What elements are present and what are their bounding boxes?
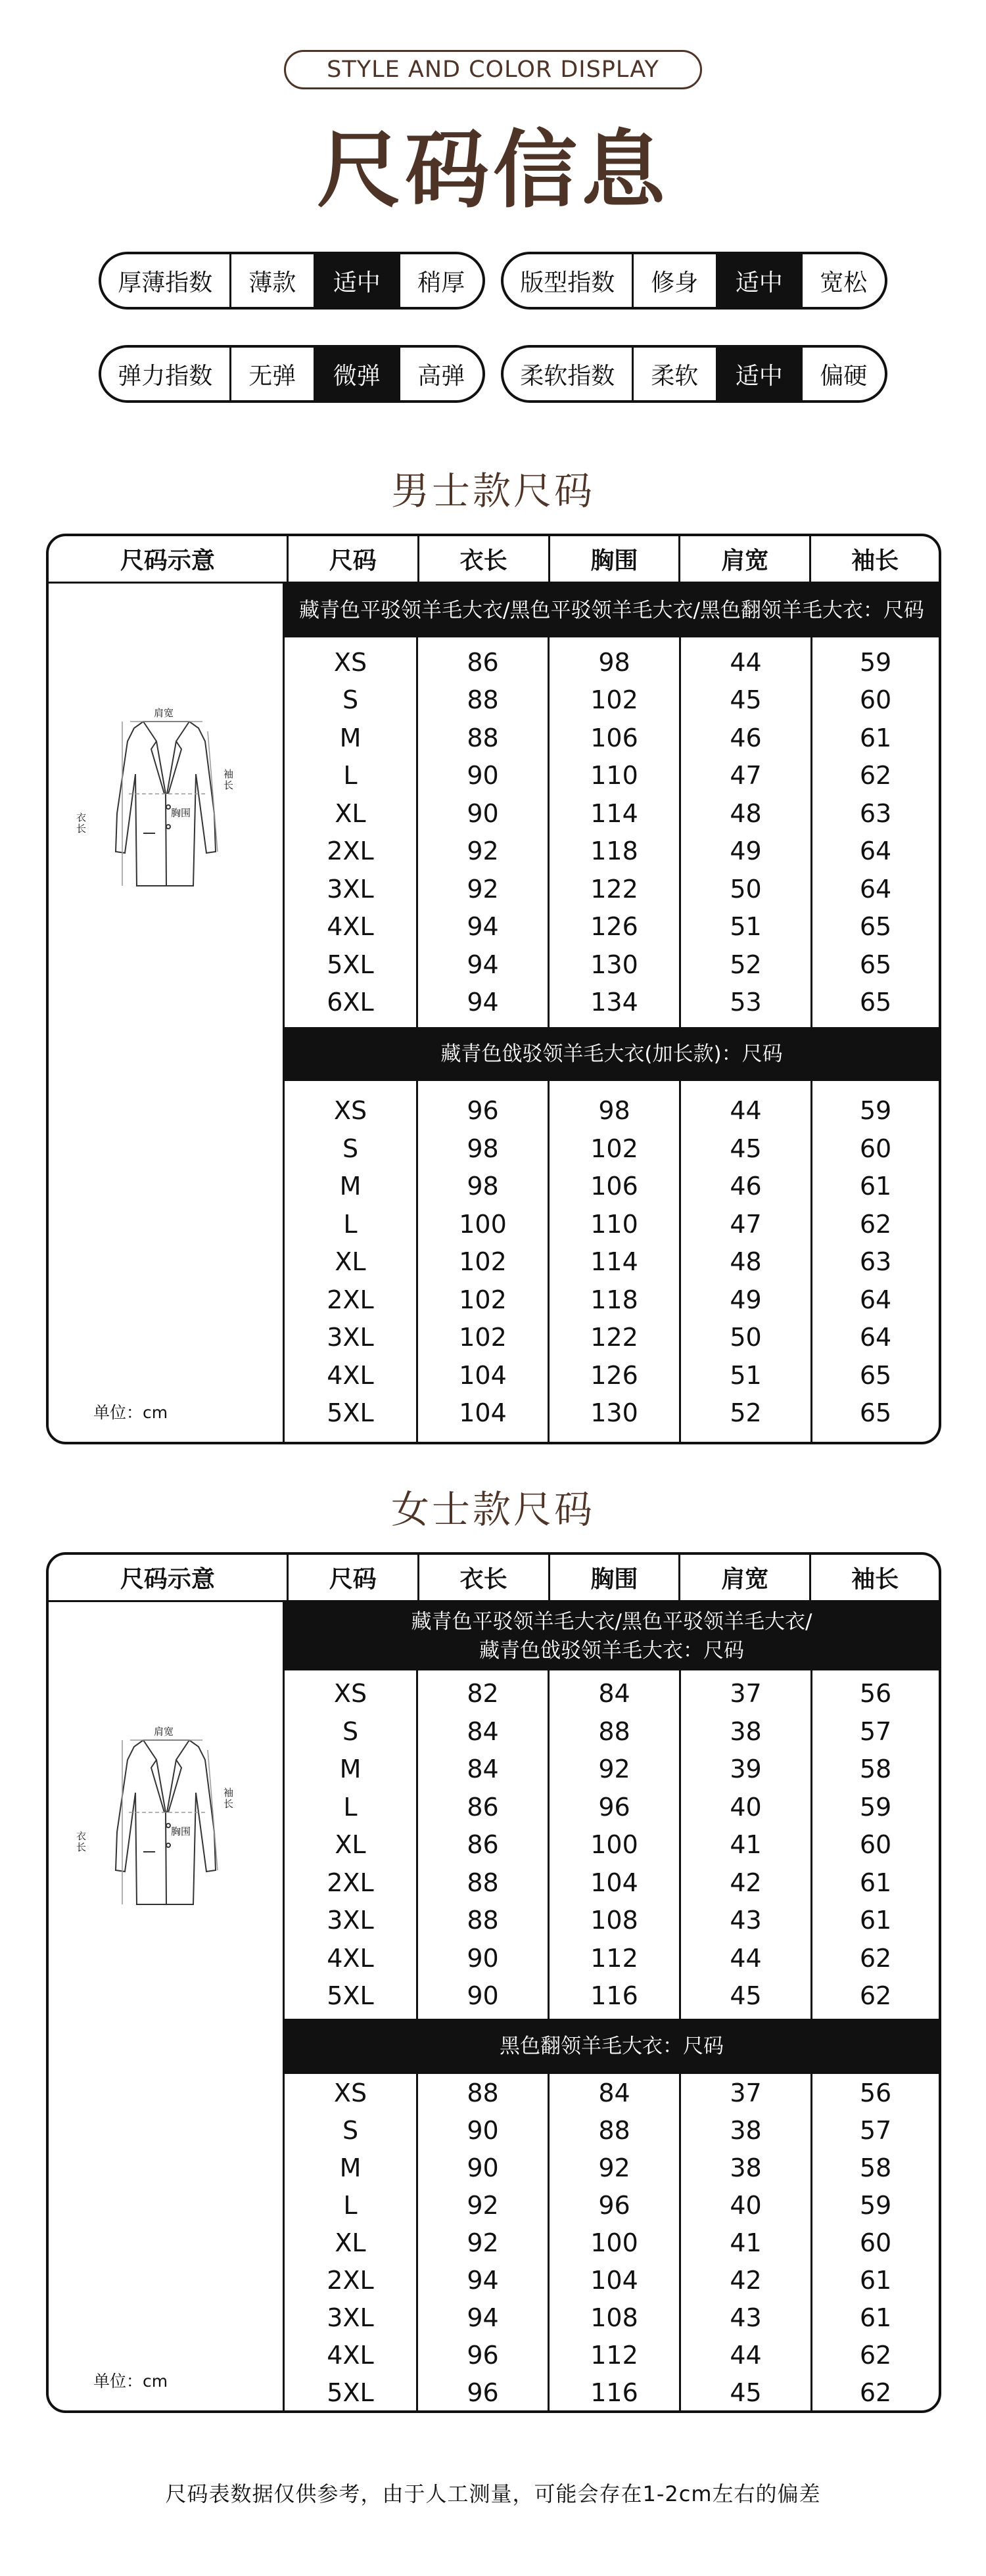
table-cell: 43 (730, 2303, 762, 2332)
table-cell: 6XL (327, 988, 374, 1017)
table-cell: 96 (598, 1792, 630, 1822)
table-cell: 102 (590, 685, 638, 715)
table-cell: 4XL (327, 2340, 374, 2370)
coat-diagram (83, 1714, 254, 1924)
coat-diagram (83, 695, 254, 906)
table-cell: XS (333, 647, 367, 677)
table-cell: 116 (590, 2378, 638, 2407)
softness-index (501, 345, 887, 403)
table-cell: 92 (467, 2190, 499, 2220)
table-cell: S (342, 1716, 359, 1746)
shoulder-column (679, 1081, 810, 1442)
softness-index-option: 柔软 (632, 348, 716, 400)
table-cell: 61 (859, 2303, 892, 2332)
table-cell: XS (333, 1679, 367, 1708)
group-banner-text: 藏青色平驳领羊毛大衣/黑色平驳领羊毛大衣/黑色翻领羊毛大衣：尺码 (299, 599, 924, 622)
diagram-label-sleeve: 袖长 (223, 768, 234, 791)
footnote: 尺码表数据仅供参考，由于人工测量，可能会存在1-2cm左右的偏差 (165, 2481, 821, 2506)
table-cell: 48 (730, 798, 762, 828)
size-diagram-column (49, 584, 285, 1442)
table-cell: 45 (730, 685, 762, 715)
table-cell: 3XL (327, 1906, 374, 1935)
table-cell: 3XL (327, 1323, 374, 1352)
group-banner (285, 1602, 939, 1670)
table-cell: 61 (859, 1868, 892, 1897)
table-cell: 57 (859, 2115, 892, 2145)
table-cell: 88 (598, 1716, 630, 1746)
table-cell: 98 (467, 1172, 499, 1201)
size-column (285, 637, 416, 1027)
size-rows (285, 1081, 939, 1442)
table-cell: XL (335, 2228, 366, 2257)
table-cell: 38 (730, 2115, 762, 2145)
table-cell: 82 (467, 1679, 499, 1708)
table-cell: 94 (467, 2303, 499, 2332)
table-cell: L (343, 1792, 358, 1822)
table-cell: 64 (859, 874, 892, 904)
header-sleeve: 袖长 (809, 536, 939, 582)
table-cell: 62 (859, 2378, 892, 2407)
softness-index-option: 偏硬 (801, 348, 885, 400)
thickness-index-label: 厚薄指数 (118, 269, 213, 296)
table-cell: 65 (859, 988, 892, 1017)
table-cell: 38 (730, 2153, 762, 2182)
table-cell: 46 (730, 723, 762, 752)
header-diagram: 尺码示意 (120, 1566, 215, 1593)
table-cell: 114 (590, 1247, 638, 1276)
header-chest: 胸围 (548, 536, 679, 582)
table-cell: 116 (590, 1981, 638, 2010)
table-cell: 37 (730, 1679, 762, 1708)
table-cell: 41 (730, 1830, 762, 1859)
header-size: 尺码 (287, 1555, 417, 1600)
table-cell: M (339, 723, 362, 752)
table-cell: M (339, 1172, 362, 1201)
elasticity-index (99, 345, 485, 403)
table-cell: 65 (859, 1398, 892, 1427)
table-cell: 5XL (327, 1981, 374, 2010)
table-cell: XL (335, 798, 366, 828)
size-rows (285, 2074, 939, 2411)
table-cell: 130 (590, 1398, 638, 1427)
chest-column (548, 2074, 679, 2411)
length-column (416, 637, 548, 1027)
table-cell: 104 (590, 2265, 638, 2295)
diagram-label-sleeve: 袖长 (223, 1787, 234, 1810)
group-banner (285, 2019, 939, 2074)
thickness-index-option: 薄款 (229, 254, 314, 307)
table-cell: 49 (730, 837, 762, 866)
diagram-label-chest: 胸围 (171, 1826, 191, 1837)
group-banner (285, 1027, 939, 1081)
table-cell: L (343, 761, 358, 791)
table-cell: 64 (859, 1323, 892, 1352)
table-cell: 122 (590, 874, 638, 904)
sleeve-column (810, 637, 939, 1027)
thickness-index (99, 252, 485, 310)
table-cell: 59 (859, 1792, 892, 1822)
table-cell: 94 (467, 2265, 499, 2295)
group-banner-line: 藏青色平驳领羊毛大衣/黑色平驳领羊毛大衣/ (411, 1610, 812, 1634)
table-cell: 51 (730, 912, 762, 942)
softness-index-option: 适中 (716, 348, 801, 400)
table-cell: 56 (859, 1679, 892, 1708)
table-cell: 86 (467, 647, 499, 677)
diagram-label-length: 衣长 (76, 1830, 87, 1853)
table-cell: 39 (730, 1755, 762, 1783)
table-cell: 88 (467, 1906, 499, 1935)
table-cell: M (339, 2153, 362, 2182)
sleeve-column (810, 1081, 939, 1442)
table-cell: 96 (467, 2340, 499, 2370)
table-cell: 62 (859, 1209, 892, 1239)
elasticity-index-option: 微弹 (314, 348, 398, 400)
shoulder-column (679, 637, 810, 1027)
women-section-title: 女士款尺码 (390, 1487, 595, 1532)
group-banner-line: 藏青色戗驳领羊毛大衣：尺码 (479, 1639, 744, 1663)
header-shoulder: 肩宽 (678, 536, 809, 582)
table-cell: 84 (467, 1755, 499, 1783)
table-cell: 42 (730, 2265, 762, 2295)
table-cell: 42 (730, 1868, 762, 1897)
elasticity-index-label: 弹力指数 (118, 362, 213, 390)
table-cell: 112 (590, 2340, 638, 2370)
header-size: 尺码 (287, 536, 417, 582)
table-cell: 63 (859, 1247, 892, 1276)
table-cell: 49 (730, 1285, 762, 1314)
table-cell: 5XL (327, 1398, 374, 1427)
table-cell: 51 (730, 1360, 762, 1390)
table-cell: M (339, 1755, 362, 1783)
men-size-table (46, 534, 941, 1444)
table-cell: 37 (730, 2078, 762, 2107)
women-data-column (285, 1602, 939, 2411)
table-cell: 102 (459, 1323, 507, 1352)
table-cell: 4XL (327, 1943, 374, 1973)
table-cell: 100 (459, 1209, 507, 1239)
table-cell: 59 (859, 2190, 892, 2220)
header-length: 衣长 (417, 536, 548, 582)
men-data-column (285, 584, 939, 1442)
table-cell: L (343, 1209, 358, 1239)
table-cell: S (342, 2115, 359, 2145)
table-cell: 60 (859, 1830, 892, 1859)
table-cell: 4XL (327, 1360, 374, 1390)
table-cell: 45 (730, 2378, 762, 2407)
table-cell: 60 (859, 1134, 892, 1163)
table-cell: 56 (859, 2078, 892, 2107)
table-cell: 130 (590, 950, 638, 979)
table-cell: 90 (467, 2153, 499, 2182)
sleeve-column (810, 2074, 939, 2411)
table-cell: 47 (730, 761, 762, 791)
table-cell: 100 (590, 1830, 638, 1859)
table-cell: 44 (730, 1096, 762, 1125)
men-section-title: 男士款尺码 (390, 469, 595, 513)
size-rows (285, 1670, 939, 2019)
table-cell: 84 (467, 1716, 499, 1746)
table-cell: 98 (467, 1134, 499, 1163)
table-cell: 118 (590, 837, 638, 866)
group-banner-text: 黑色翻领羊毛大衣：尺码 (500, 2035, 724, 2058)
size-column (285, 2074, 416, 2411)
table-cell: 98 (598, 647, 630, 677)
table-cell: 96 (598, 2190, 630, 2220)
chest-column (548, 637, 679, 1027)
table-cell: 84 (598, 1679, 630, 1708)
table-cell: 102 (459, 1285, 507, 1314)
table-cell: 134 (590, 988, 638, 1017)
softness-index-label: 柔软指数 (520, 362, 615, 390)
table-cell: 88 (467, 1868, 499, 1897)
sleeve-column (810, 1670, 939, 2019)
table-cell: 62 (859, 761, 892, 791)
table-cell: 61 (859, 723, 892, 752)
table-cell: 45 (730, 1134, 762, 1163)
table-cell: 62 (859, 2340, 892, 2370)
table-cell: 50 (730, 874, 762, 904)
table-cell: 65 (859, 912, 892, 942)
elasticity-index-option: 高弹 (398, 348, 483, 400)
table-cell: 102 (590, 1134, 638, 1163)
group-banner (285, 584, 939, 637)
table-cell: 59 (859, 1096, 892, 1125)
table-cell: 52 (730, 950, 762, 979)
unit-label: 单位：cm (93, 2372, 168, 2391)
table-cell: 110 (590, 761, 638, 791)
size-column (285, 1670, 416, 2019)
table-cell: 88 (467, 2078, 499, 2107)
shoulder-column (679, 2074, 810, 2411)
table-cell: 88 (467, 723, 499, 752)
table-cell: 52 (730, 1398, 762, 1427)
table-cell: 92 (467, 837, 499, 866)
table-cell: 4XL (327, 912, 374, 942)
table-cell: XL (335, 1247, 366, 1276)
table-cell: 84 (598, 2078, 630, 2107)
table-cell: 2XL (327, 837, 374, 866)
table-cell: XS (333, 2078, 367, 2107)
table-cell: L (343, 2190, 358, 2220)
table-cell: 86 (467, 1792, 499, 1822)
thickness-index-option: 稍厚 (398, 254, 483, 307)
table-cell: 94 (467, 988, 499, 1017)
table-cell: 90 (467, 2115, 499, 2145)
table-cell: 41 (730, 2228, 762, 2257)
table-header (49, 536, 939, 584)
elasticity-index-option: 无弹 (229, 348, 314, 400)
shoulder-column (679, 1670, 810, 2019)
chest-column (548, 1670, 679, 2019)
table-cell: 60 (859, 685, 892, 715)
page-title: 尺码信息 (316, 122, 669, 219)
table-cell: 44 (730, 1943, 762, 1973)
table-cell: S (342, 685, 359, 715)
table-cell: 94 (467, 950, 499, 979)
table-cell: 47 (730, 1209, 762, 1239)
table-cell: 44 (730, 647, 762, 677)
women-size-table (46, 1552, 941, 2413)
table-cell: 58 (859, 2153, 892, 2182)
length-column (416, 1670, 548, 2019)
table-cell: 90 (467, 761, 499, 791)
table-cell: 92 (598, 1755, 630, 1783)
table-cell: 110 (590, 1209, 638, 1239)
table-cell: 40 (730, 1792, 762, 1822)
size-diagram-column (49, 1602, 285, 2411)
table-cell: 108 (590, 2303, 638, 2332)
table-cell: 5XL (327, 950, 374, 979)
table-cell: 2XL (327, 1868, 374, 1897)
table-cell: 114 (590, 798, 638, 828)
table-cell: 46 (730, 1172, 762, 1201)
table-cell: 62 (859, 1943, 892, 1973)
table-cell: 45 (730, 1981, 762, 2010)
table-cell: 102 (459, 1247, 507, 1276)
table-cell: 65 (859, 1360, 892, 1390)
table-cell: 61 (859, 1172, 892, 1201)
unit-label: 单位：cm (93, 1403, 168, 1422)
fit-index (501, 252, 887, 310)
table-cell: 50 (730, 1323, 762, 1352)
table-cell: 44 (730, 2340, 762, 2370)
table-cell: 38 (730, 1716, 762, 1746)
header-shoulder: 肩宽 (678, 1555, 809, 1600)
table-cell: 5XL (327, 2378, 374, 2407)
table-cell: 3XL (327, 2303, 374, 2332)
diagram-label-shoulder: 肩宽 (154, 707, 174, 719)
table-header (49, 1555, 939, 1602)
table-cell: 2XL (327, 1285, 374, 1314)
table-cell: 108 (590, 1906, 638, 1935)
table-cell: 88 (467, 685, 499, 715)
table-cell: 100 (590, 2228, 638, 2257)
table-cell: 64 (859, 837, 892, 866)
length-column (416, 2074, 548, 2411)
length-column (416, 1081, 548, 1442)
table-cell: 112 (590, 1943, 638, 1973)
thickness-index-option: 适中 (314, 254, 398, 307)
table-cell: S (342, 1134, 359, 1163)
header-subtitle: STYLE AND COLOR DISPLAY (327, 57, 659, 83)
table-cell: 86 (467, 1830, 499, 1859)
table-cell: 61 (859, 1906, 892, 1935)
table-cell: 63 (859, 798, 892, 828)
table-cell: 65 (859, 950, 892, 979)
diagram-label-shoulder: 肩宽 (154, 1726, 174, 1737)
table-cell: 126 (590, 912, 638, 942)
table-cell: 92 (467, 2228, 499, 2257)
table-cell: 53 (730, 988, 762, 1017)
header-length: 衣长 (417, 1555, 548, 1600)
table-cell: 43 (730, 1906, 762, 1935)
diagram-label-chest: 胸围 (171, 807, 191, 819)
table-cell: 118 (590, 1285, 638, 1314)
size-rows (285, 637, 939, 1027)
table-cell: 106 (590, 723, 638, 752)
table-cell: 104 (459, 1360, 507, 1390)
style-color-display-pill (284, 50, 702, 89)
table-cell: 59 (859, 647, 892, 677)
table-cell: 122 (590, 1323, 638, 1352)
table-cell: 62 (859, 1981, 892, 2010)
table-cell: 126 (590, 1360, 638, 1390)
table-cell: 104 (590, 1868, 638, 1897)
fit-index-option: 适中 (716, 254, 801, 307)
fit-index-option: 修身 (632, 254, 716, 307)
table-cell: XS (333, 1096, 367, 1125)
table-cell: 90 (467, 1943, 499, 1973)
group-banner-text: 藏青色戗驳领羊毛大衣(加长款)：尺码 (440, 1042, 783, 1066)
table-cell: 57 (859, 1716, 892, 1746)
table-cell: 61 (859, 2265, 892, 2295)
chest-column (548, 1081, 679, 1442)
table-cell: 2XL (327, 2265, 374, 2295)
header-diagram: 尺码示意 (120, 547, 215, 574)
table-cell: 48 (730, 1247, 762, 1276)
table-cell: 58 (859, 1755, 892, 1783)
table-cell: 90 (467, 798, 499, 828)
table-cell: 104 (459, 1398, 507, 1427)
size-column (285, 1081, 416, 1442)
table-cell: 64 (859, 1285, 892, 1314)
fit-index-option: 宽松 (801, 254, 885, 307)
diagram-label-length: 衣长 (76, 812, 87, 835)
table-cell: 106 (590, 1172, 638, 1201)
table-cell: 60 (859, 2228, 892, 2257)
header-sleeve: 袖长 (809, 1555, 939, 1600)
table-cell: 94 (467, 912, 499, 942)
header-chest: 胸围 (548, 1555, 679, 1600)
table-cell: 3XL (327, 874, 374, 904)
table-cell: 92 (467, 874, 499, 904)
table-cell: 90 (467, 1981, 499, 2010)
table-cell: 88 (598, 2115, 630, 2145)
table-cell: 98 (598, 1096, 630, 1125)
table-cell: 96 (467, 2378, 499, 2407)
table-cell: 92 (598, 2153, 630, 2182)
table-cell: 40 (730, 2190, 762, 2220)
table-cell: 96 (467, 1096, 499, 1125)
fit-index-label: 版型指数 (520, 269, 615, 296)
table-cell: XL (335, 1830, 366, 1859)
